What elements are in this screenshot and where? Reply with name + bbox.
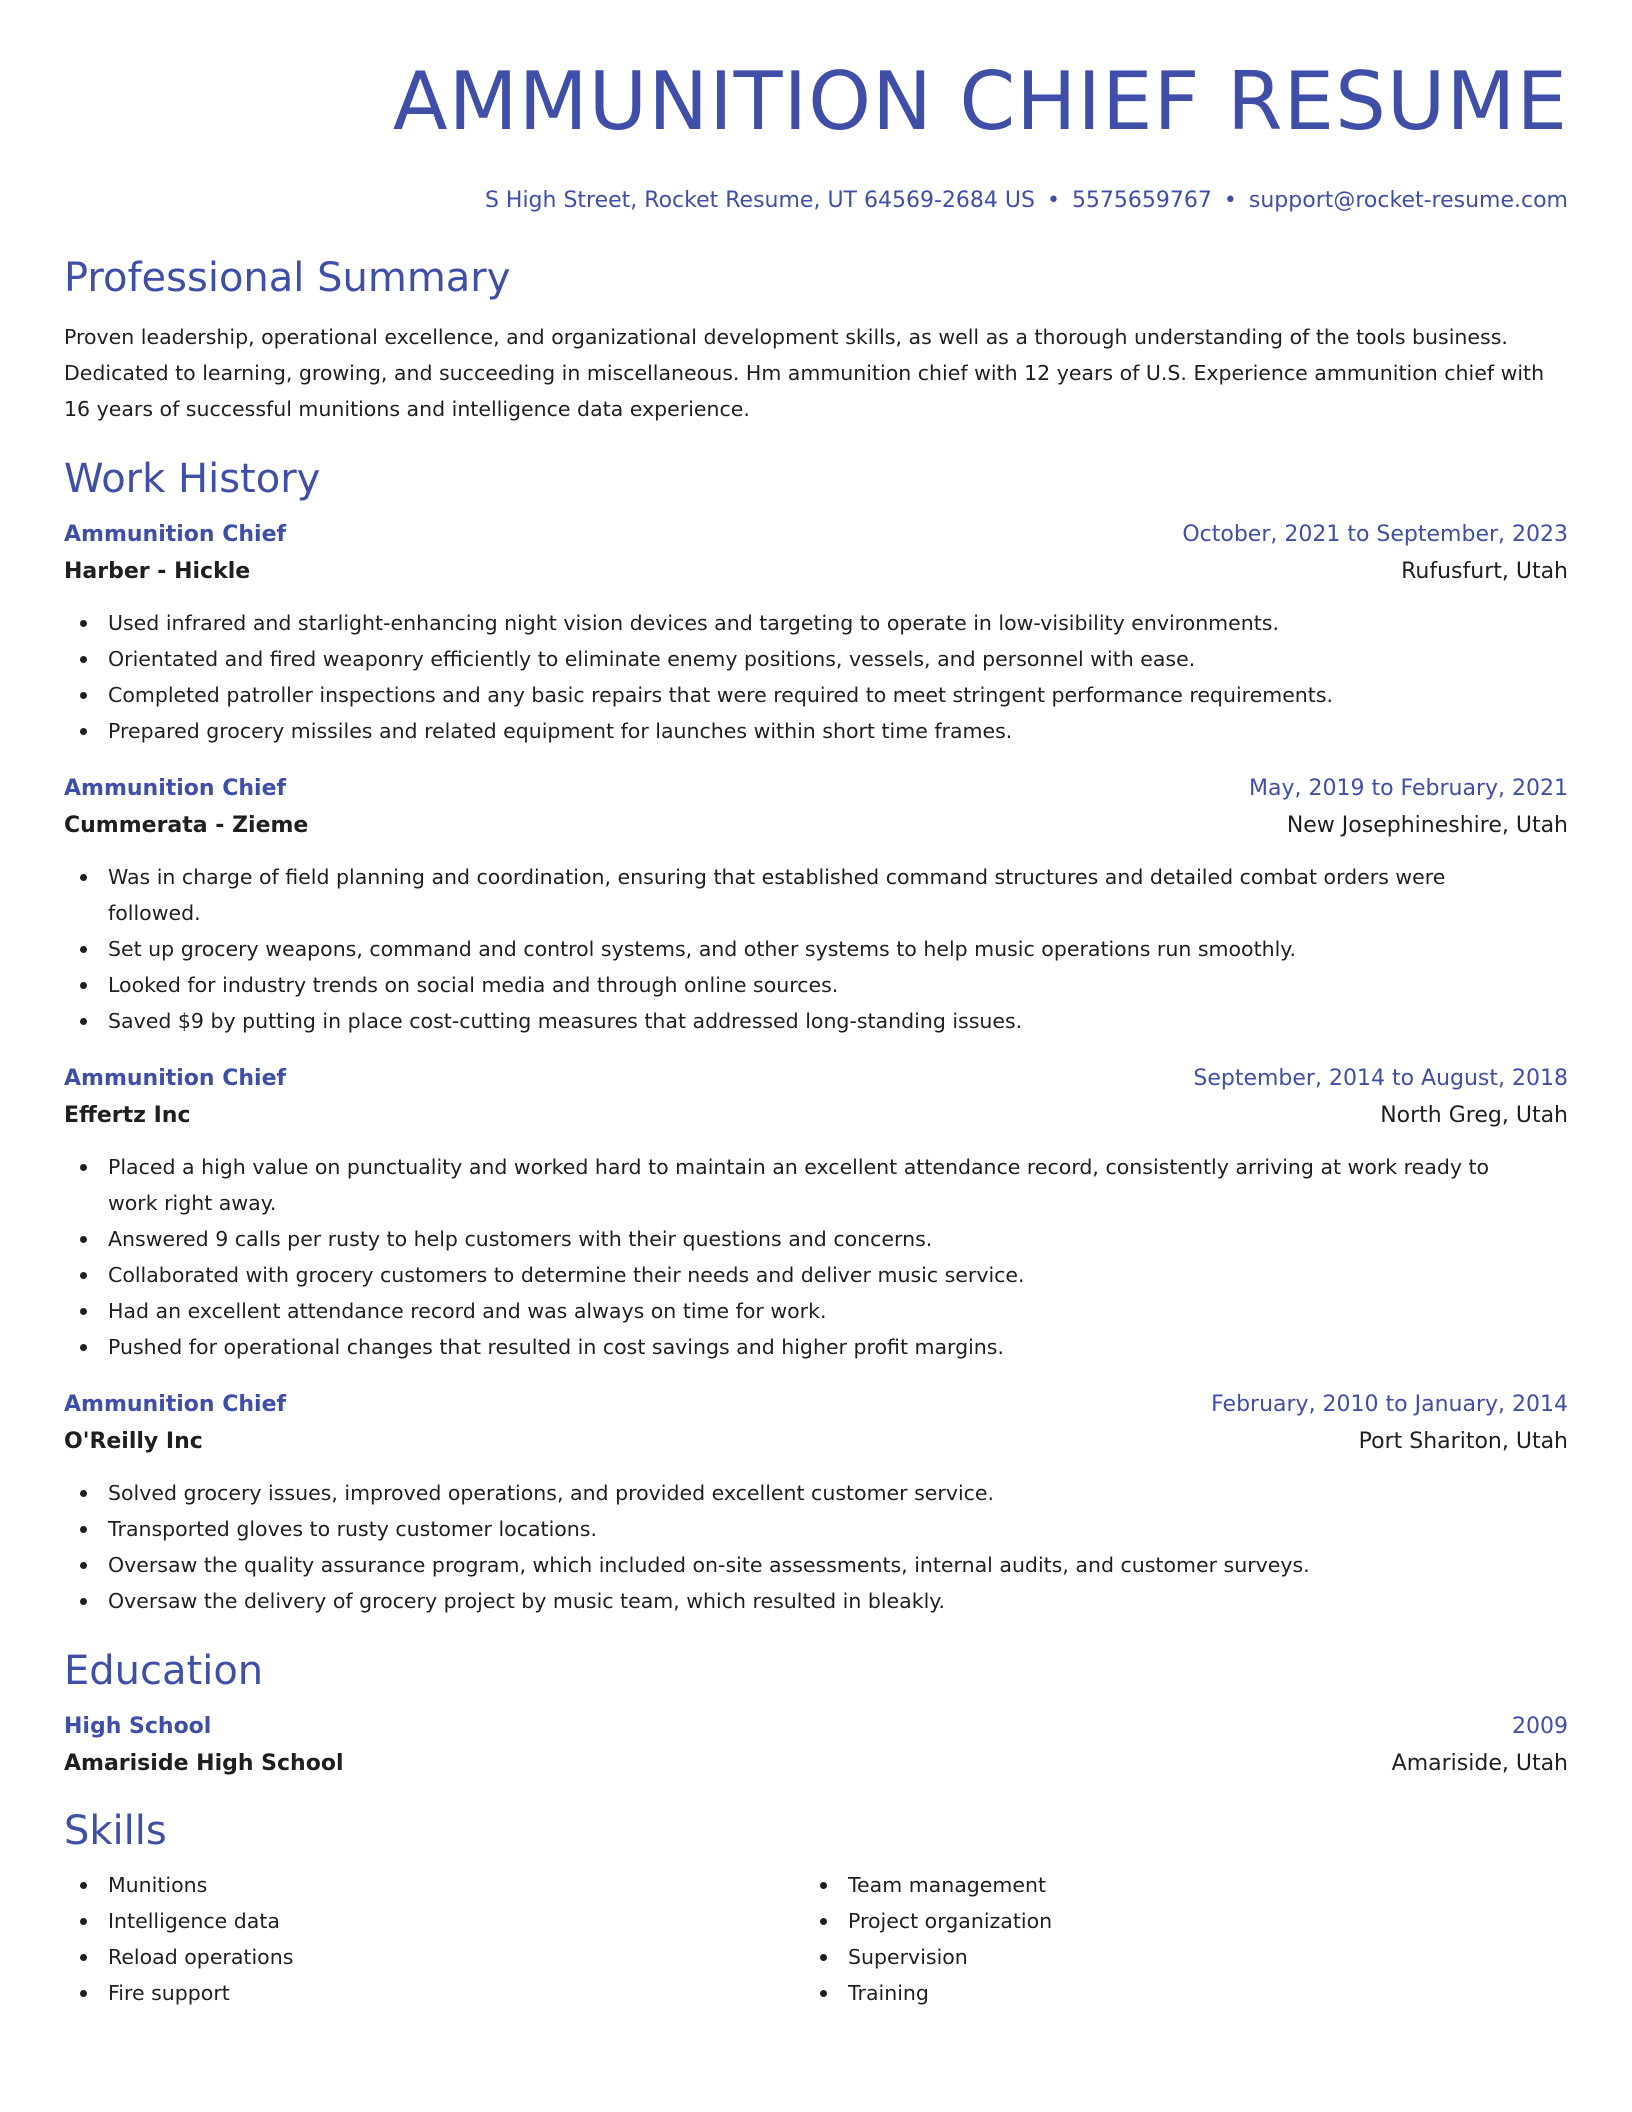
job-dates: October, 2021 to September, 2023: [1182, 522, 1568, 547]
job-bullet: Was in charge of field planning and coordination, ensuring that established command structures and detailed combat orders were followed.: [64, 859, 1568, 931]
contact-email[interactable]: support@rocket-resume.com: [1248, 188, 1568, 213]
skill-item: Munitions: [64, 1867, 804, 1903]
education-degree: High School: [64, 1714, 212, 1739]
job-role: Ammunition Chief: [64, 522, 287, 547]
job-bullet: Prepared grocery missiles and related equipment for launches within short time frames.: [64, 713, 1568, 749]
job-location: Rufusfurt, Utah: [1401, 559, 1568, 584]
job-bullet: Answered 9 calls per rusty to help customers with their questions and concerns.: [64, 1221, 1568, 1257]
job-role: Ammunition Chief: [64, 776, 287, 801]
job-dates: May, 2019 to February, 2021: [1249, 776, 1568, 801]
skills-list-right: [804, 1867, 1544, 2011]
skill-item: Reload operations: [64, 1939, 804, 1975]
contact-separator: •: [1223, 188, 1237, 213]
job-entry: [64, 1387, 1568, 1619]
work-history-heading: Work History: [64, 456, 321, 502]
skill-item: Fire support: [64, 1975, 804, 2011]
job-bullet: Collaborated with grocery customers to determine their needs and deliver music service.: [64, 1257, 1568, 1293]
education-location: Amariside, Utah: [1391, 1751, 1568, 1776]
skill-item: Intelligence data: [64, 1903, 804, 1939]
job-bullets: [64, 605, 1568, 749]
job-company: Cummerata - Zieme: [64, 813, 309, 838]
job-entry: [64, 517, 1568, 749]
job-bullet: Saved $9 by putting in place cost-cutting measures that addressed long-standing issues.: [64, 1003, 1568, 1039]
education-year: 2009: [1512, 1714, 1568, 1739]
skills-heading: Skills: [64, 1808, 167, 1854]
job-entry: [64, 1061, 1568, 1365]
contact-address: S High Street, Rocket Resume, UT 64569-2684 US: [484, 188, 1035, 213]
education-school: Amariside High School: [64, 1751, 344, 1776]
skill-item: Supervision: [804, 1939, 1544, 1975]
job-bullet: Had an excellent attendance record and was always on time for work.: [64, 1293, 1568, 1329]
contact-line: [64, 188, 1568, 214]
summary-text: Proven leadership, operational excellence, and organizational development skills, as well as a thorough understanding of the tools business. Dedicated to learning, growing, and succeeding in miscellaneous. Hm ammunition chief with 12 years of U.S. Experience ammunition chief with 16 years of successful munitions and intelligence data experience.: [64, 325, 1545, 421]
job-bullet: Looked for industry trends on social media and through online sources.: [64, 967, 1568, 1003]
job-bullets: [64, 1475, 1568, 1619]
resume-title: AMMUNITION CHIEF RESUME: [392, 55, 1568, 148]
job-bullet: Orientated and fired weaponry efficiently to eliminate enemy positions, vessels, and personnel with ease.: [64, 641, 1568, 677]
job-location: New Josephineshire, Utah: [1286, 813, 1568, 838]
job-list: [64, 517, 1568, 1619]
job-bullets: [64, 1149, 1568, 1365]
job-bullets: [64, 859, 1568, 1039]
job-company: O'Reilly Inc: [64, 1429, 203, 1454]
job-bullet: Pushed for operational changes that resulted in cost savings and higher profit margins.: [64, 1329, 1568, 1365]
job-bullet: Oversaw the quality assurance program, which included on-site assessments, internal audits, and customer surveys.: [64, 1547, 1568, 1583]
job-bullet: Placed a high value on punctuality and worked hard to maintain an excellent attendance record, consistently arriving at work ready to work right away.: [64, 1149, 1568, 1221]
education-heading: Education: [64, 1648, 264, 1694]
skill-item: Project organization: [804, 1903, 1544, 1939]
skill-item: Team management: [804, 1867, 1544, 1903]
job-location: Port Shariton, Utah: [1358, 1429, 1568, 1454]
skills-columns: [64, 1867, 1568, 2011]
contact-separator: •: [1046, 188, 1060, 213]
skill-item: Training: [804, 1975, 1544, 2011]
job-bullet: Oversaw the delivery of grocery project by music team, which resulted in bleakly.: [64, 1583, 1568, 1619]
summary-heading: Professional Summary: [64, 255, 511, 301]
job-bullet: Transported gloves to rusty customer locations.: [64, 1511, 1568, 1547]
job-bullet: Solved grocery issues, improved operations, and provided excellent customer service.: [64, 1475, 1568, 1511]
job-dates: February, 2010 to January, 2014: [1211, 1392, 1568, 1417]
job-entry: [64, 771, 1568, 1039]
job-role: Ammunition Chief: [64, 1392, 287, 1417]
job-role: Ammunition Chief: [64, 1066, 287, 1091]
job-bullet: Used infrared and starlight-enhancing night vision devices and targeting to operate in low-visibility environments.: [64, 605, 1568, 641]
contact-phone: 5575659767: [1071, 188, 1212, 213]
job-bullet: Set up grocery weapons, command and control systems, and other systems to help music operations run smoothly.: [64, 931, 1568, 967]
skills-list-left: [64, 1867, 804, 2011]
job-bullet: Completed patroller inspections and any basic repairs that were required to meet stringent performance requirements.: [64, 677, 1568, 713]
job-company: Effertz Inc: [64, 1103, 191, 1128]
job-company: Harber - Hickle: [64, 559, 251, 584]
education-entry: [64, 1709, 1568, 1783]
job-dates: September, 2014 to August, 2018: [1193, 1066, 1568, 1091]
job-location: North Greg, Utah: [1380, 1103, 1568, 1128]
